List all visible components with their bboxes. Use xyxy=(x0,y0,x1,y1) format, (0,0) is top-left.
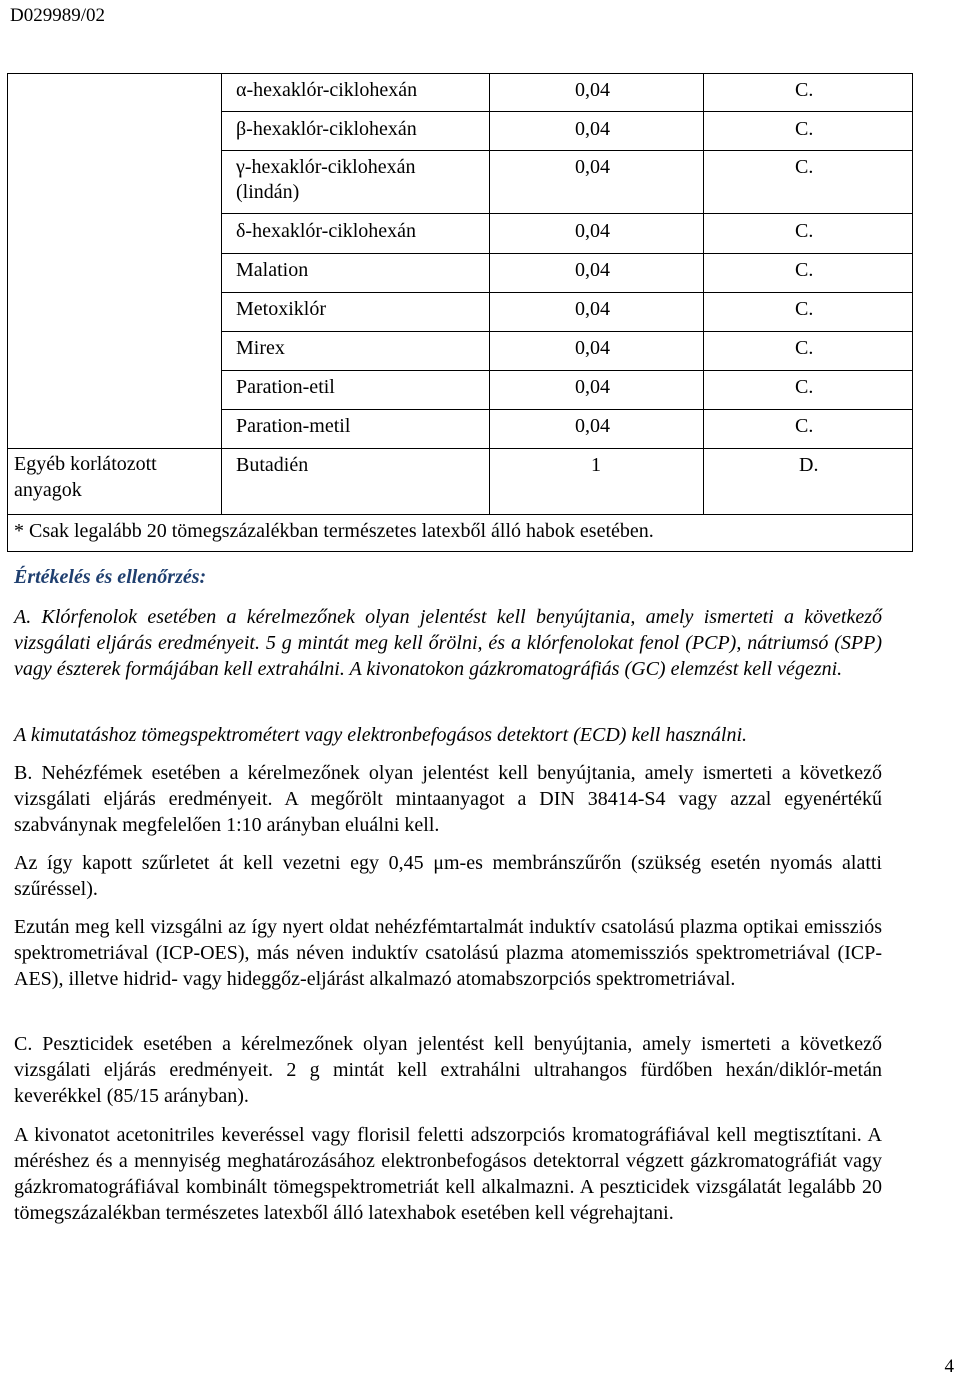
class-code: C. xyxy=(795,156,814,178)
class-code: C. xyxy=(795,376,814,398)
table-border-left xyxy=(7,73,8,552)
substance-name-continued: (lindán) xyxy=(236,181,300,203)
class-code: D. xyxy=(799,454,819,476)
substance-name: δ-hexaklór-ciklohexán xyxy=(236,220,417,242)
substance-name: α-hexaklór-ciklohexán xyxy=(236,79,418,101)
limit-value: 0,04 xyxy=(575,259,610,281)
paragraph-a-detection: A kimutatáshoz tömegspektrométert vagy elektronbefogásos detektort (ECD) kell használni. xyxy=(14,724,748,746)
limit-value: 0,04 xyxy=(575,220,610,242)
limit-value: 0,04 xyxy=(575,79,610,101)
class-code: C. xyxy=(795,337,814,359)
substance-name: Paration-etil xyxy=(236,376,335,398)
document-id: D029989/02 xyxy=(10,5,105,26)
substance-table xyxy=(7,73,913,552)
page-number: 4 xyxy=(944,1356,954,1377)
table-divider-footnote xyxy=(7,514,913,515)
paragraph-a: A. Klórfenolok esetében a kérelmezőnek olyan jelentést kell benyújtania, amely ismerteti a következő vizsgálati eljárás eredményeit. 5 g mintát meg kell őrölni, és a klórfenolokat fenol (PCP), nátriumsó (SPP) vagy észterek formájában kell extrahálni. A kivonatokon gázkromatográfiás (GC) elemzést kell végezni. xyxy=(14,606,882,680)
class-code: C. xyxy=(795,79,814,101)
paragraph-b-filtrate: Az így kapott szűrletet át kell vezetni egy 0,45 μm-es membránszűrőn (szükség esetén nyomás alatti szűréssel). xyxy=(14,852,882,900)
paragraph-c: C. Peszticidek esetében a kérelmezőnek olyan jelentést kell benyújtania, amely ismerteti a következő vizsgálati eljárás eredményeit. 2 g mintát kell extrahálni ultrahangos fürdőben hexán/diklór-metán keverékkel (85/15 arányban). xyxy=(14,1033,882,1107)
table-border-bottom xyxy=(7,551,913,552)
row-line xyxy=(7,448,913,449)
limit-value: 0,04 xyxy=(575,156,610,178)
row-line xyxy=(221,331,913,332)
section-heading: Értékelés és ellenőrzés: xyxy=(14,566,207,588)
paragraph-b-analysis: Ezután meg kell vizsgálni az így nyert oldat nehézfémtartalmát induktív csatolású plazma optikai emissziós spektrometriával (ICP-OES), más néven induktív csatolású plazma atomemissziós spektrometriával (ICP-AES), illetve hidrid- vagy hideggőz-eljárást alkalmazó atomabszorpciós spektrometriával. xyxy=(14,916,882,990)
category-label-continued: anyagok xyxy=(14,479,82,501)
row-line xyxy=(221,213,913,214)
class-code: C. xyxy=(795,118,814,140)
table-border-top xyxy=(7,73,913,74)
row-line xyxy=(221,150,913,151)
limit-value: 1 xyxy=(591,454,601,476)
class-code: C. xyxy=(795,259,814,281)
paragraph-b: B. Nehézfémek esetében a kérelmezőnek olyan jelentést kell benyújtania, amely ismerteti a következő vizsgálati eljárás eredményeit. A megőrölt mintaanyagot a DIN 38414-S4 vagy azzal egyenértékű szabványnak megfelelően 1:10 arányban eluálni kell. xyxy=(14,762,882,836)
limit-value: 0,04 xyxy=(575,376,610,398)
table-footnote: * Csak legalább 20 tömegszázalékban természetes latexből álló habok esetében. xyxy=(14,520,654,542)
substance-name: γ-hexaklór-ciklohexán xyxy=(236,156,416,178)
class-code: C. xyxy=(795,220,814,242)
substance-name: β-hexaklór-ciklohexán xyxy=(236,118,417,140)
substance-name: Malation xyxy=(236,259,309,281)
category-label: Egyéb korlátozott xyxy=(14,453,157,475)
row-line xyxy=(221,370,913,371)
substance-name: Paration-metil xyxy=(236,415,351,437)
table-border-right xyxy=(912,73,913,552)
paragraph-c-cleanup: A kivonatot acetonitriles keveréssel vagy florisil feletti adszorpciós kromatográfiával kell megtisztítani. A méréshez és a mennyiség meghatározásához elektronbefogásos detektorral végzett gázkromatográfiát vagy gázkromatográfiával kombinált tömegspektrometriát kell alkalmazni. A peszticidek vizsgálatát legalább 20 tömegszázalékban természetes latexből álló latexhabok esetében kell végrehajtani. xyxy=(14,1124,882,1224)
row-line xyxy=(221,253,913,254)
limit-value: 0,04 xyxy=(575,118,610,140)
substance-name: Mirex xyxy=(236,337,285,359)
substance-name: Metoxiklór xyxy=(236,298,326,320)
limit-value: 0,04 xyxy=(575,298,610,320)
class-code: C. xyxy=(795,415,814,437)
row-line xyxy=(221,292,913,293)
class-code: C. xyxy=(795,298,814,320)
row-line xyxy=(221,111,913,112)
limit-value: 0,04 xyxy=(575,337,610,359)
limit-value: 0,04 xyxy=(575,415,610,437)
substance-name: Butadién xyxy=(236,454,309,476)
row-line xyxy=(221,409,913,410)
